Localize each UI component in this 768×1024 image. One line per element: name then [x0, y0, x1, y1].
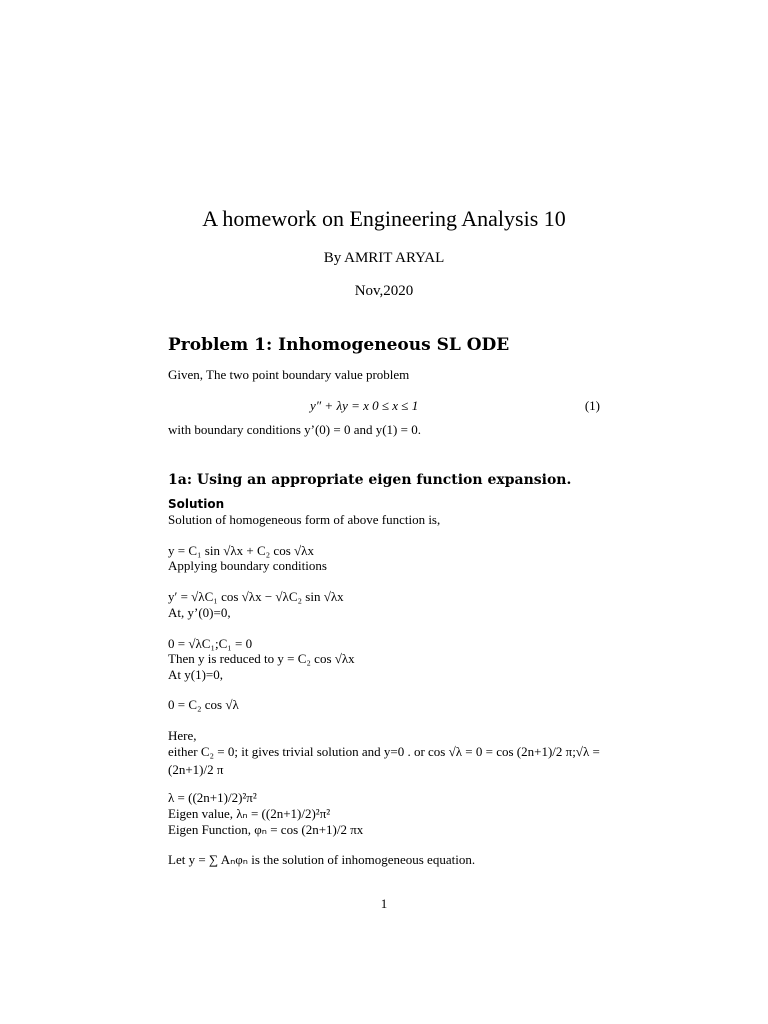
- solution-line: Applying boundary conditions: [168, 558, 327, 573]
- solution-line: Eigen Function, φₙ = cos (2n+1)/2 πx: [168, 822, 364, 837]
- document-author: By AMRIT ARYAL: [323, 250, 445, 266]
- solution-line: Let y = ∑ Aₙφₙ is the solution of inhomogeneous equation.: [168, 852, 476, 867]
- solution-line: y = C₁ sin √λx + C₂ cos √λx: [168, 543, 314, 558]
- equation-1: y″ + λy = x 0 ≤ x ≤ 1: [310, 398, 419, 413]
- equation-1-number: (1): [584, 398, 600, 413]
- boundary-conditions: with boundary conditions y’(0) = 0 and y(1) = 0.: [168, 422, 421, 437]
- solution-line: Eigen value, λₙ = ((2n+1)/2)²π²: [168, 806, 331, 821]
- solution-line: At, y’(0)=0,: [168, 605, 231, 620]
- solution-line: either C₂ = 0; it gives trivial solution and y=0 . or cos √λ = 0 = cos (2n+1)/2 π;√λ =: [168, 744, 600, 759]
- part-1a-heading: 1a: Using an appropriate eigen function expansion.: [168, 472, 572, 488]
- solution-line: 0 = C₂ cos √λ: [168, 697, 239, 712]
- solution-line: Solution of homogeneous form of above function is,: [168, 512, 441, 527]
- solution-line: λ = ((2n+1)/2)²π²: [168, 790, 257, 805]
- solution-line: Then y is reduced to y = C₂ cos √λx: [168, 651, 355, 666]
- problem-1-heading: Problem 1: Inhomogeneous SL ODE: [168, 335, 510, 355]
- solution-label: Solution: [168, 497, 225, 511]
- solution-line: At y(1)=0,: [168, 667, 223, 682]
- solution-line: Here,: [168, 728, 197, 743]
- problem-1-intro: Given, The two point boundary value problem: [168, 367, 410, 382]
- document-title: A homework on Engineering Analysis 10: [202, 206, 566, 231]
- solution-line: (2n+1)/2 π: [168, 762, 224, 777]
- solution-line: y′ = √λC₁ cos √λx − √λC₂ sin √λx: [168, 589, 344, 604]
- document-date: Nov,2020: [354, 283, 414, 299]
- solution-line: 0 = √λC₁;C₁ = 0: [168, 636, 253, 651]
- page-number: 1: [380, 896, 388, 911]
